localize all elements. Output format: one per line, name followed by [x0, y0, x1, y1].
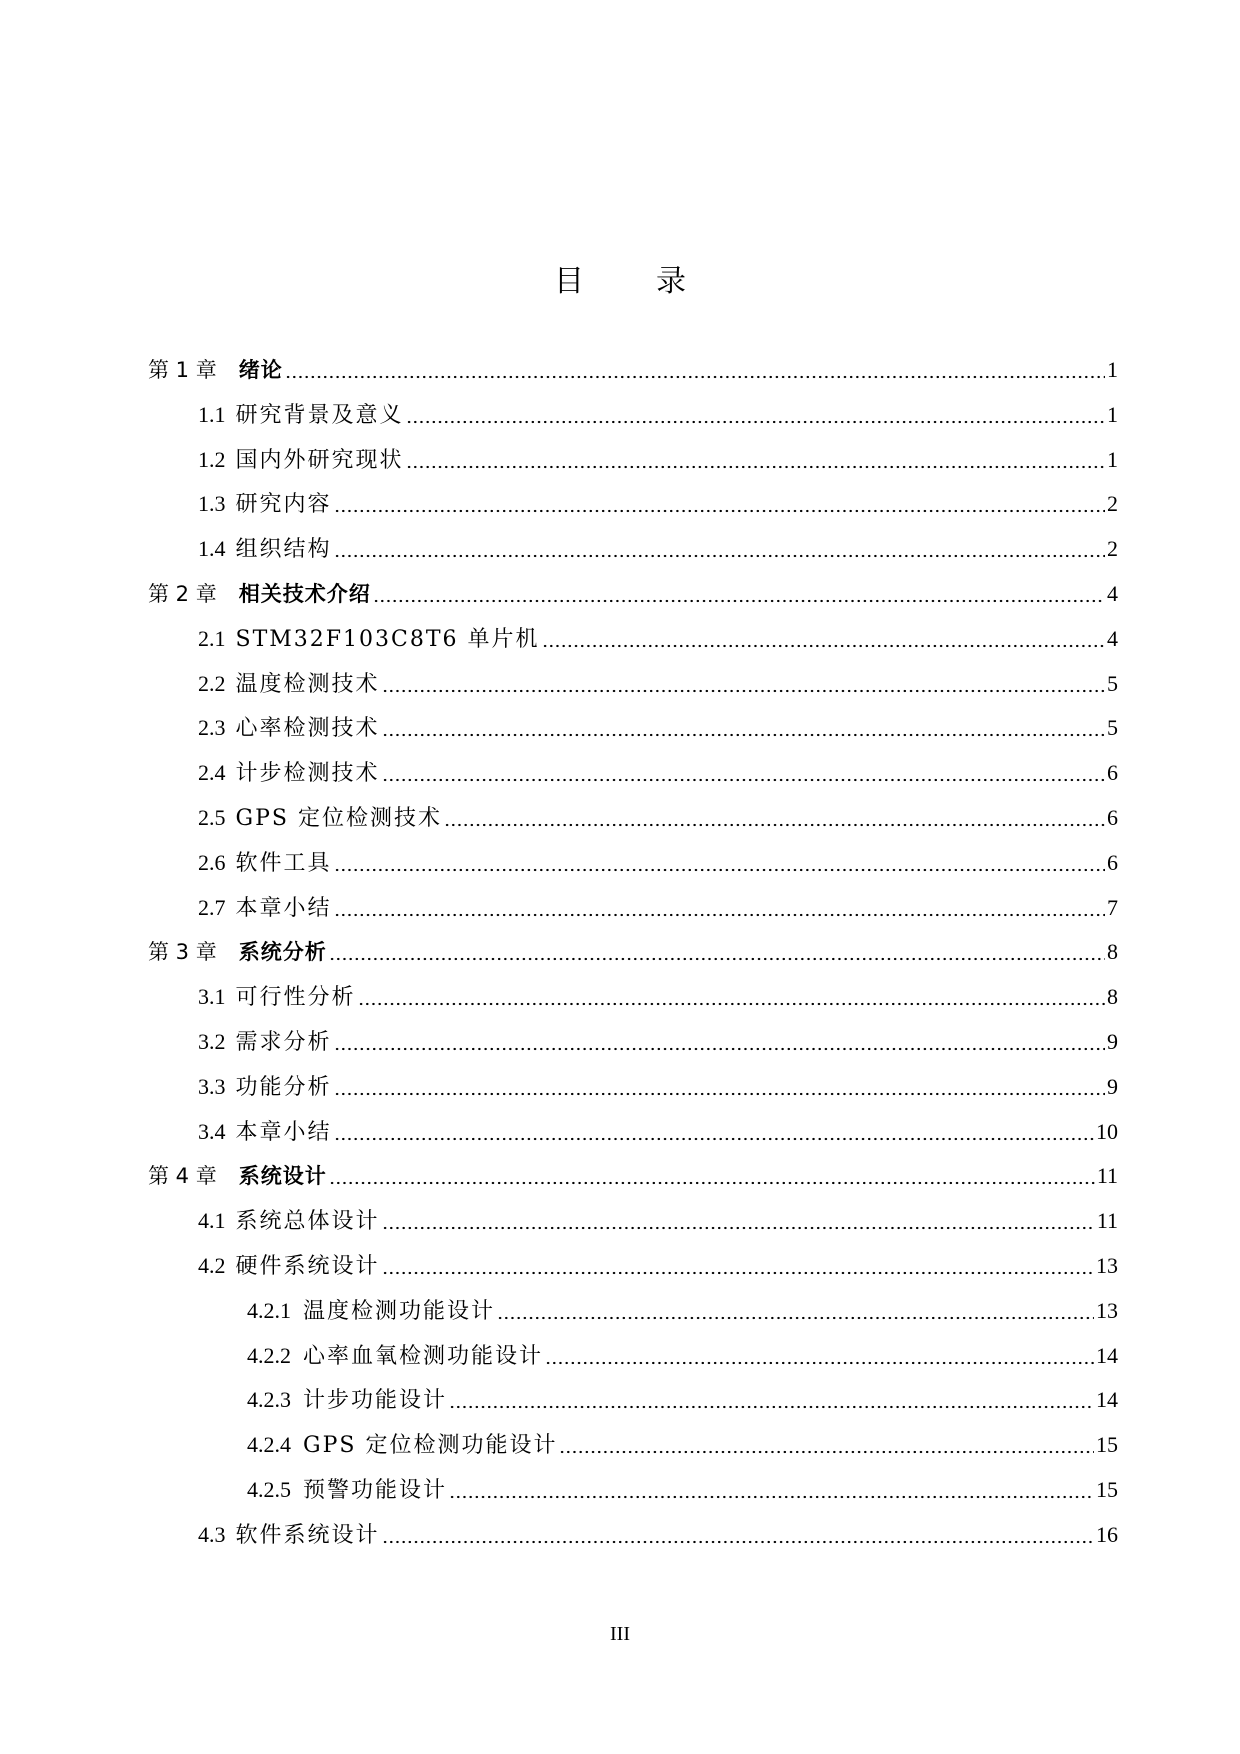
- dot-leader: [334, 1075, 1105, 1097]
- toc-entry-2-2[interactable]: [148, 666, 1118, 711]
- dot-leader: [406, 448, 1105, 470]
- toc-number: 第 4 章: [148, 1164, 217, 1189]
- toc-entry-4-1[interactable]: [148, 1203, 1118, 1248]
- toc-entry-chapter-3[interactable]: [148, 934, 1118, 979]
- table-of-contents: [148, 352, 1118, 1562]
- dot-leader: [497, 1299, 1094, 1321]
- toc-number: 2.6: [198, 849, 226, 875]
- toc-page-number: 11: [1096, 1163, 1118, 1189]
- toc-number: 第 2 章: [148, 581, 217, 606]
- toc-number: 2.2: [198, 670, 226, 696]
- title-char-1: 目: [554, 264, 584, 299]
- toc-number: 1.2: [198, 446, 226, 472]
- dot-leader: [449, 1388, 1094, 1410]
- toc-number: 4.2.4: [247, 1432, 291, 1458]
- toc-entry-4-2-1[interactable]: [148, 1293, 1118, 1338]
- toc-entry-1-3[interactable]: [148, 486, 1118, 531]
- toc-page-number: 16: [1096, 1521, 1118, 1547]
- toc-page-number: 5: [1107, 715, 1118, 741]
- dot-leader: [358, 985, 1105, 1007]
- toc-label: 温度检测技术: [235, 671, 380, 697]
- toc-label: 相关技术介绍: [238, 581, 371, 606]
- dot-leader: [545, 1344, 1094, 1366]
- toc-page-number: 5: [1107, 670, 1118, 696]
- toc-entry-4-2-3[interactable]: [148, 1382, 1118, 1427]
- toc-page-number: 10: [1096, 1118, 1118, 1144]
- toc-label: 系统设计: [238, 1164, 327, 1189]
- toc-page-number: 7: [1107, 894, 1118, 920]
- toc-page-number: 4: [1107, 580, 1118, 606]
- title-char-2: 录: [656, 264, 686, 299]
- toc-label: 计步功能设计: [303, 1388, 448, 1414]
- toc-entry-4-2[interactable]: [148, 1248, 1118, 1293]
- toc-page-number: 1: [1107, 446, 1118, 472]
- dot-leader: [382, 716, 1105, 738]
- toc-entry-4-2-2[interactable]: [148, 1338, 1118, 1383]
- toc-number: 第 3 章: [148, 940, 217, 965]
- toc-number: 1.1: [198, 401, 226, 427]
- toc-label: 本章小结: [235, 1119, 332, 1145]
- toc-page-number: 15: [1096, 1432, 1118, 1458]
- dot-leader: [382, 672, 1105, 694]
- page-title: [0, 262, 1240, 302]
- toc-number: 2.7: [198, 894, 226, 920]
- toc-label: 心率检测技术: [235, 716, 380, 742]
- toc-label: 系统分析: [238, 940, 327, 965]
- dot-leader: [373, 582, 1105, 604]
- dot-leader: [334, 492, 1105, 514]
- toc-entry-2-6[interactable]: [148, 845, 1118, 890]
- toc-label: 心率血氧检测功能设计: [303, 1343, 544, 1369]
- toc-page-number: 13: [1096, 1252, 1118, 1278]
- toc-number: 4.2: [198, 1252, 226, 1278]
- toc-label: 计步检测技术: [235, 761, 380, 787]
- toc-label: GPS 定位检测技术: [235, 805, 442, 831]
- dot-leader: [559, 1433, 1094, 1455]
- toc-page-number: 8: [1107, 939, 1118, 965]
- toc-entry-4-2-5[interactable]: [148, 1472, 1118, 1517]
- toc-page-number: 4: [1107, 625, 1118, 651]
- toc-page-number: 13: [1096, 1297, 1118, 1323]
- dot-leader: [334, 851, 1105, 873]
- dot-leader: [382, 761, 1105, 783]
- toc-label: 硬件系统设计: [235, 1253, 380, 1279]
- toc-page-number: 1: [1107, 357, 1118, 382]
- toc-page-number: 6: [1107, 849, 1118, 875]
- toc-label: 可行性分析: [235, 985, 356, 1011]
- dot-leader: [542, 627, 1105, 649]
- toc-page-number: 14: [1096, 1342, 1118, 1368]
- toc-page-number: 8: [1107, 984, 1118, 1010]
- toc-entry-2-7[interactable]: [148, 890, 1118, 935]
- toc-label: 组织结构: [235, 537, 332, 563]
- toc-page-number: 2: [1107, 491, 1118, 517]
- dot-leader: [449, 1478, 1094, 1500]
- toc-entry-1-4[interactable]: [148, 531, 1118, 576]
- toc-page-number: 2: [1107, 536, 1118, 562]
- dot-leader: [329, 1164, 1095, 1186]
- toc-page-number: 11: [1096, 1208, 1118, 1234]
- toc-label: GPS 定位检测功能设计: [303, 1433, 558, 1459]
- toc-label: 功能分析: [235, 1074, 332, 1100]
- toc-page-number: 15: [1096, 1476, 1118, 1502]
- toc-label: 研究内容: [235, 492, 332, 518]
- toc-page-number: 1: [1107, 401, 1118, 427]
- dot-leader: [334, 1120, 1094, 1142]
- toc-label: 温度检测功能设计: [303, 1298, 496, 1324]
- toc-number: 3.2: [198, 1028, 226, 1054]
- toc-entry-chapter-2[interactable]: [148, 576, 1118, 621]
- toc-number: 4.2.1: [247, 1297, 291, 1323]
- toc-entry-2-3[interactable]: [148, 710, 1118, 755]
- dot-leader: [334, 896, 1105, 918]
- toc-entry-1-2[interactable]: [148, 442, 1118, 487]
- toc-entry-4-2-4[interactable]: [148, 1427, 1118, 1472]
- toc-label: 软件工具: [235, 850, 332, 876]
- dot-leader: [329, 940, 1105, 962]
- toc-number: 3.3: [198, 1073, 226, 1099]
- toc-label: 软件系统设计: [235, 1522, 380, 1548]
- toc-label: STM32F103C8T6 单片机: [235, 626, 540, 652]
- toc-label: 绪论: [238, 358, 283, 382]
- toc-page-number: 14: [1096, 1387, 1118, 1413]
- toc-number: 4.1: [198, 1208, 226, 1234]
- toc-entry-2-1[interactable]: [148, 621, 1118, 666]
- dot-leader: [444, 806, 1105, 828]
- toc-number: 2.5: [198, 804, 226, 830]
- dot-leader: [334, 1030, 1105, 1052]
- dot-leader: [334, 537, 1105, 559]
- toc-entry-4-3[interactable]: [148, 1517, 1118, 1562]
- toc-number: 1.4: [198, 536, 226, 562]
- toc-page-number: 6: [1107, 804, 1118, 830]
- toc-label: 本章小结: [235, 895, 332, 921]
- toc-number: 3.1: [198, 984, 226, 1010]
- toc-number: 1.3: [198, 491, 226, 517]
- toc-number: 2.4: [198, 760, 226, 786]
- toc-entry-2-4[interactable]: [148, 755, 1118, 800]
- dot-leader: [382, 1254, 1094, 1276]
- dot-leader: [382, 1523, 1094, 1545]
- toc-entry-3-3[interactable]: [148, 1069, 1118, 1114]
- toc-entry-3-2[interactable]: [148, 1024, 1118, 1069]
- toc-number: 第 1 章: [148, 358, 217, 382]
- toc-page-number: 9: [1107, 1028, 1118, 1054]
- toc-number: 3.4: [198, 1118, 226, 1144]
- toc-number: 4.3: [198, 1521, 226, 1547]
- toc-number: 4.2.2: [247, 1342, 291, 1368]
- toc-label: 国内外研究现状: [235, 447, 404, 473]
- toc-label: 预警功能设计: [303, 1477, 448, 1503]
- toc-entry-3-4[interactable]: [148, 1114, 1118, 1159]
- toc-entry-chapter-4[interactable]: [148, 1158, 1118, 1203]
- toc-label: 系统总体设计: [235, 1209, 380, 1235]
- dot-leader: [406, 403, 1105, 425]
- toc-entry-chapter-1[interactable]: [148, 352, 1118, 397]
- toc-page-number: 9: [1107, 1073, 1118, 1099]
- toc-label: 需求分析: [235, 1029, 332, 1055]
- dot-leader: [382, 1209, 1095, 1231]
- toc-number: 4.2.5: [247, 1476, 291, 1502]
- toc-entry-2-5[interactable]: [148, 800, 1118, 845]
- toc-label: 研究背景及意义: [235, 402, 404, 428]
- toc-entry-3-1[interactable]: [148, 979, 1118, 1024]
- toc-number: 2.1: [198, 625, 226, 651]
- toc-number: 2.3: [198, 715, 226, 741]
- dot-leader: [285, 358, 1105, 380]
- toc-number: 4.2.3: [247, 1387, 291, 1413]
- toc-page-number: 6: [1107, 760, 1118, 786]
- toc-entry-1-1[interactable]: [148, 397, 1118, 442]
- page-number-footer: III: [610, 1623, 630, 1645]
